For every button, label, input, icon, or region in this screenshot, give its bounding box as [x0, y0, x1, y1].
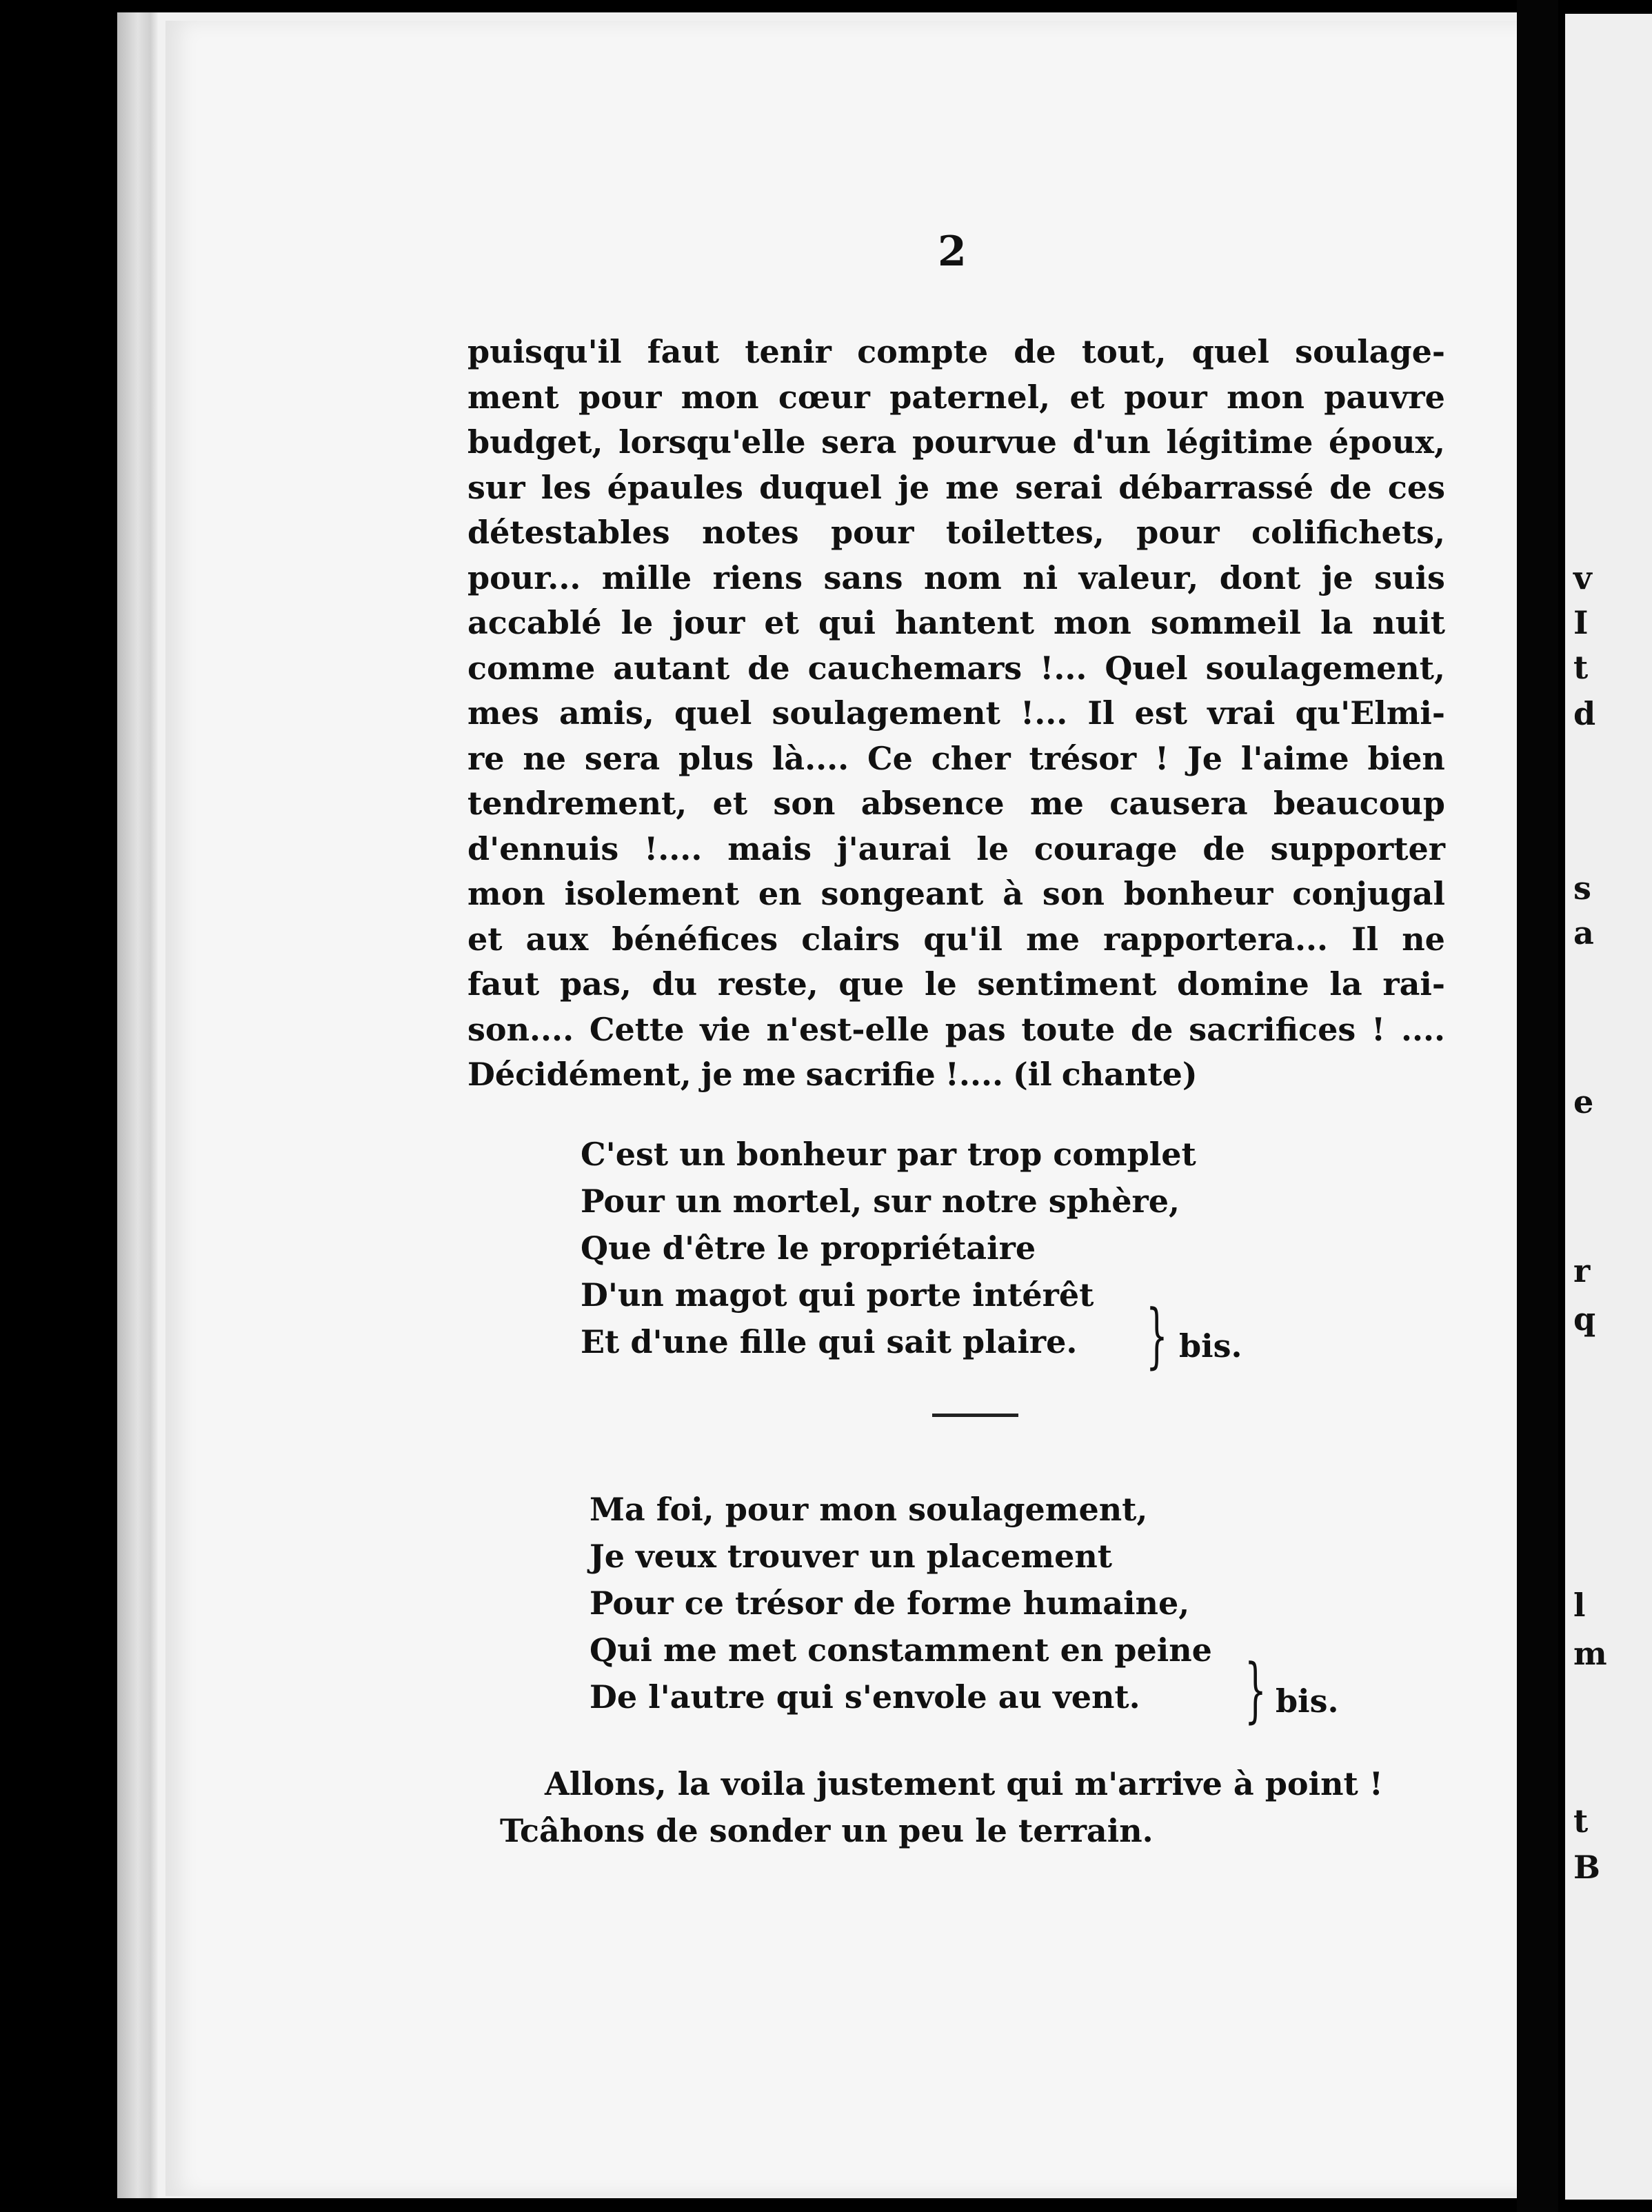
prose-word: sera [821, 423, 897, 461]
adjacent-page-fragment: e [1573, 1083, 1594, 1120]
prose-word: (il [1013, 1056, 1052, 1093]
prose-word: colifichets, [1251, 514, 1445, 551]
prose-word: pas, [559, 965, 632, 1003]
prose-line [467, 872, 1445, 917]
prose-paragraph [467, 330, 1445, 1098]
prose-word: duquel [759, 468, 883, 506]
book-spine-gutter [1517, 0, 1558, 2212]
prose-word: nuit [1372, 604, 1445, 641]
prose-word: débarrassé [1118, 468, 1314, 506]
prose-line [467, 827, 1445, 872]
prose-word: soulagement [772, 694, 1000, 732]
prose-word: Il [1087, 694, 1115, 732]
prose-word: Je [1187, 739, 1223, 777]
prose-word: reste, [717, 965, 818, 1003]
adjacent-page-fragment: l [1573, 1587, 1586, 1624]
prose-word: pour [578, 378, 662, 416]
prose-word: à [1003, 875, 1024, 912]
prose-word: !.... [945, 1056, 1003, 1093]
prose-word: ment [467, 378, 559, 416]
prose-word: toute [1021, 1010, 1116, 1048]
prose-word: chante) [1061, 1056, 1198, 1093]
prose-line [467, 1007, 1445, 1053]
prose-line [467, 691, 1445, 736]
prose-word: !.... [644, 830, 703, 867]
prose-line [467, 375, 1445, 421]
prose-word: Décidément, [467, 1056, 692, 1093]
prose-word: plus [678, 739, 754, 777]
prose-word: rai- [1382, 965, 1445, 1003]
prose-word: faut [647, 333, 720, 370]
prose-word: j'aurai [836, 830, 951, 867]
prose-word: sentiment [977, 965, 1157, 1003]
prose-word: !... [1040, 649, 1087, 687]
prose-line [467, 420, 1445, 465]
prose-word: son [1042, 875, 1105, 912]
prose-line [467, 646, 1445, 692]
prose-word: épaules [607, 468, 743, 506]
prose-word: son [773, 785, 836, 822]
prose-word: notes [702, 514, 799, 551]
prose-word: mon [1227, 378, 1305, 416]
refrain-brace: } [1146, 1294, 1168, 1377]
prose-word: isolement [564, 875, 740, 912]
prose-word: l'aime [1240, 739, 1349, 777]
prose-word: cauchemars [807, 649, 1023, 687]
prose-word: pour [831, 514, 914, 551]
verse-line: C'est un bonheur par trop complet [581, 1136, 1196, 1173]
prose-word: ne [523, 739, 567, 777]
prose-word: du [652, 965, 698, 1003]
prose-word: puisqu'il [467, 333, 622, 370]
prose-word: valeur, [1078, 559, 1199, 596]
prose-word: clairs [801, 920, 900, 958]
prose-word: mon [1054, 604, 1131, 641]
prose-word: courage [1034, 830, 1178, 867]
adjacent-page-fragment: t [1573, 649, 1589, 686]
prose-word: ne [1402, 920, 1445, 958]
adjacent-page-fragment: t [1573, 1802, 1589, 1840]
prose-word: accablé [467, 604, 602, 641]
adjacent-page-fragment: I [1573, 604, 1589, 641]
prose-word: domine [1177, 965, 1309, 1003]
prose-word: quel [674, 694, 752, 732]
prose-word: toilettes, [945, 514, 1105, 551]
prose-word: mille [601, 559, 692, 596]
prose-word: sommeil [1150, 604, 1301, 641]
prose-word: nom [923, 559, 1002, 596]
prose-word: autant [613, 649, 730, 687]
adjacent-page-fragment: B [1573, 1849, 1600, 1886]
prose-word: lorsqu'elle [618, 423, 806, 461]
adjacent-page-fragment: a [1573, 914, 1594, 952]
prose-word: la [1329, 965, 1362, 1003]
prose-word: Il [1351, 920, 1379, 958]
prose-word: faut [467, 965, 540, 1003]
prose-word: d'ennuis [467, 830, 619, 867]
prose-line [467, 736, 1445, 782]
prose-word: et [467, 920, 503, 958]
song-verse-2 [590, 1486, 1212, 1720]
prose-word: me [1029, 785, 1084, 822]
prose-word: le [976, 830, 1009, 867]
song-verse-1 [581, 1131, 1196, 1365]
prose-word: Quel [1105, 649, 1188, 687]
prose-word: d'un [1072, 423, 1151, 461]
prose-word: ni [1023, 559, 1058, 596]
prose-word: le [924, 965, 957, 1003]
prose-word: sacrifie [805, 1056, 936, 1093]
section-divider [932, 1414, 1018, 1417]
prose-word: riens [712, 559, 803, 596]
prose-word: et [1069, 378, 1105, 416]
prose-word: sacrifices [1189, 1010, 1356, 1048]
prose-word: n'est-elle [766, 1010, 929, 1048]
prose-word: Cette [589, 1010, 685, 1048]
verse-line: Ma foi, pour mon soulagement, [590, 1491, 1148, 1528]
adjacent-page-fragment: r [1573, 1252, 1591, 1289]
refrain-brace: } [1245, 1649, 1267, 1731]
prose-word: qu'il [923, 920, 1003, 958]
adjacent-page-fragment: m [1573, 1635, 1607, 1672]
prose-word: le [621, 604, 654, 641]
prose-word: sans [823, 559, 903, 596]
page-number: 2 [938, 228, 967, 276]
prose-word: serai [1015, 468, 1103, 506]
prose-word: tenir [745, 333, 832, 370]
prose-word: quel [1191, 333, 1270, 370]
prose-word: soulage- [1295, 333, 1445, 370]
prose-word: époux, [1328, 423, 1445, 461]
prose-word: vie [700, 1010, 751, 1048]
prose-word: comme [467, 649, 596, 687]
prose-word: beaucoup [1273, 785, 1445, 822]
prose-word: mes [467, 694, 539, 732]
verse-line: Que d'être le propriétaire [581, 1229, 1036, 1267]
prose-word: de [747, 649, 790, 687]
prose-word: trésor [1029, 739, 1137, 777]
prose-word: rapportera... [1103, 920, 1329, 958]
closing-line: Allons, la voila justement qui m'arrive à point ! [545, 1765, 1383, 1802]
refrain-bis-label: bis. [1276, 1682, 1339, 1720]
prose-word: hantent [895, 604, 1034, 641]
prose-word: re [467, 739, 505, 777]
prose-word: cœur [778, 378, 870, 416]
prose-word: bénéfices [612, 920, 778, 958]
prose-word: la [1320, 604, 1353, 641]
prose-word: absence [860, 785, 1005, 822]
prose-word: pour... [467, 559, 581, 596]
verse-line: D'un magot qui porte intérêt [581, 1276, 1094, 1314]
prose-word: !... [1020, 694, 1068, 732]
adjacent-page-fragment: s [1573, 869, 1591, 907]
prose-word: détestables [467, 514, 670, 551]
prose-word: les [541, 468, 592, 506]
closing-line: Tcâhons de sonder un peu le terrain. [500, 1812, 1154, 1849]
prose-word: me [1026, 920, 1080, 958]
prose-word: jour [672, 604, 745, 641]
prose-word: tendrement, [467, 785, 687, 822]
prose-word: Ce [867, 739, 913, 777]
verse-line: Qui me met constamment en peine [590, 1631, 1212, 1669]
prose-word: pourvue [911, 423, 1057, 461]
prose-word: qu'Elmi- [1295, 694, 1445, 732]
prose-word: en [758, 875, 802, 912]
verse-line: Et d'une fille qui sait plaire. [581, 1323, 1078, 1360]
prose-word: pour [1124, 378, 1207, 416]
prose-word: vrai [1207, 694, 1276, 732]
prose-word: cher [931, 739, 1011, 777]
prose-word: est [1134, 694, 1187, 732]
prose-word: de [1329, 468, 1372, 506]
prose-word: pauvre [1324, 378, 1445, 416]
prose-word: pas [945, 1010, 1006, 1048]
adjacent-page-fragment: v [1573, 559, 1592, 596]
prose-word: pour [1136, 514, 1220, 551]
prose-word: .... [1400, 1010, 1445, 1048]
prose-word: je [701, 1056, 733, 1093]
verse-line: Je veux trouver un placement [590, 1538, 1113, 1575]
adjacent-page [1565, 14, 1652, 2200]
prose-word: aux [525, 920, 589, 958]
prose-word: bien [1367, 739, 1445, 777]
prose-word: tout, [1081, 333, 1167, 370]
prose-line [467, 962, 1445, 1007]
prose-line [467, 781, 1445, 827]
prose-word: sur [467, 468, 525, 506]
prose-word: compte [857, 333, 989, 370]
prose-word: légitime [1166, 423, 1313, 461]
prose-word: de [1131, 1010, 1173, 1048]
prose-word: et [764, 604, 799, 641]
adjacent-page-fragment: q [1573, 1300, 1596, 1338]
prose-word: que [838, 965, 905, 1003]
prose-word: là.... [772, 739, 849, 777]
prose-word: mon [467, 875, 545, 912]
prose-word: sera [584, 739, 661, 777]
verse-line: Pour un mortel, sur notre sphère, [581, 1183, 1180, 1220]
prose-word: conjugal [1292, 875, 1445, 912]
prose-word: songeant [820, 875, 984, 912]
prose-word: soulagement, [1205, 649, 1445, 687]
prose-word: ces [1387, 468, 1445, 506]
prose-word: paternel, [889, 378, 1051, 416]
prose-word: mon [681, 378, 759, 416]
prose-word: bonheur [1123, 875, 1273, 912]
prose-word: me [945, 468, 1000, 506]
prose-line [467, 556, 1445, 601]
prose-line [467, 1052, 1445, 1098]
prose-word: qui [818, 604, 876, 641]
prose-word: mais [727, 830, 812, 867]
prose-line [467, 465, 1445, 511]
prose-word: je [1321, 559, 1353, 596]
verse-line: De l'autre qui s'envole au vent. [590, 1678, 1140, 1716]
adjacent-page-fragment: d [1573, 695, 1596, 732]
prose-word: ! [1154, 739, 1169, 777]
prose-word: et [712, 785, 748, 822]
prose-line [467, 330, 1445, 375]
prose-word: suis [1374, 559, 1445, 596]
prose-word: de [1014, 333, 1056, 370]
prose-word: supporter [1270, 830, 1445, 867]
prose-word: son.... [467, 1010, 574, 1048]
prose-word: budget, [467, 423, 603, 461]
prose-word: je [898, 468, 930, 506]
prose-word: ! [1371, 1010, 1386, 1048]
prose-word: de [1202, 830, 1245, 867]
prose-line [467, 510, 1445, 556]
prose-word: me [742, 1056, 796, 1093]
prose-line [467, 917, 1445, 963]
verse-line: Pour ce trésor de forme humaine, [590, 1585, 1190, 1622]
prose-line [467, 601, 1445, 646]
prose-word: causera [1109, 785, 1248, 822]
refrain-bis-label: bis. [1179, 1327, 1242, 1365]
prose-word: amis, [558, 694, 654, 732]
prose-word: dont [1219, 559, 1301, 596]
